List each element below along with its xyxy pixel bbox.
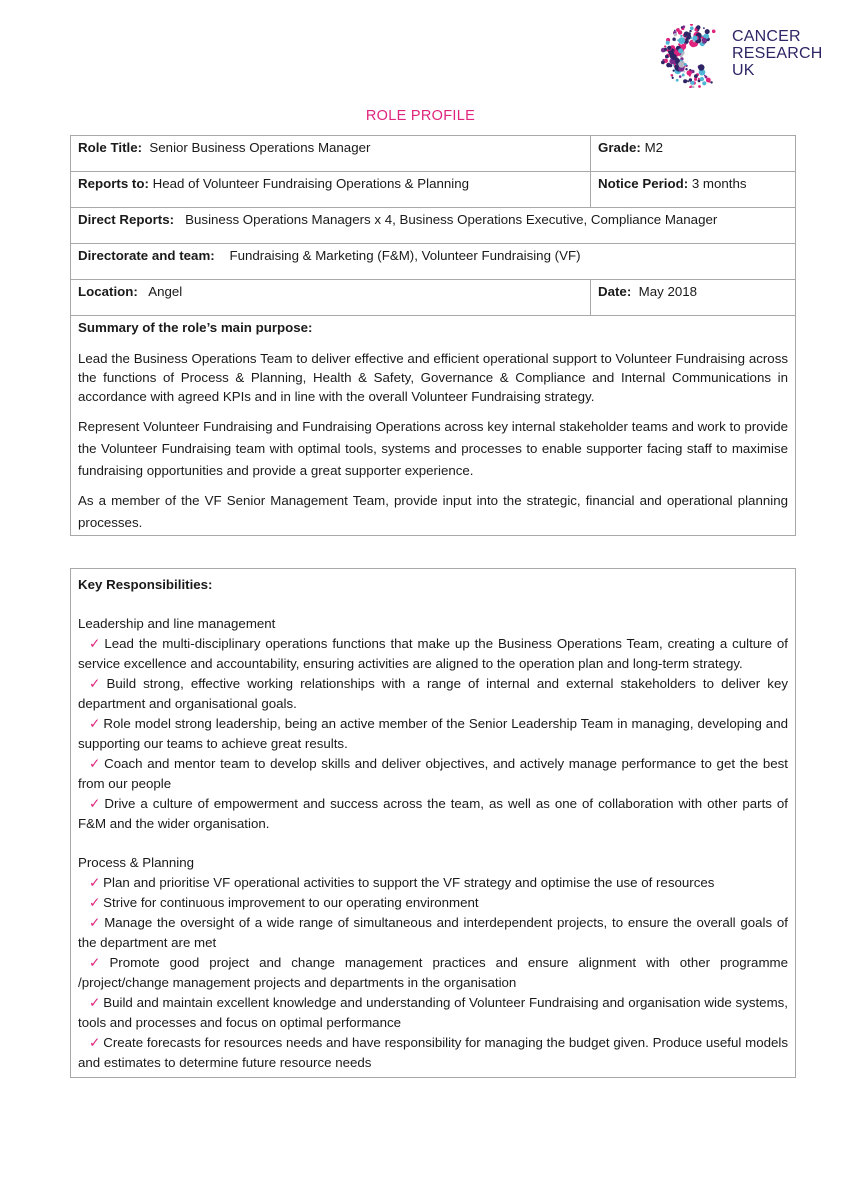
location-cell (71, 280, 591, 316)
location-value: Angel (148, 284, 183, 299)
item-text: Drive a culture of empowerment and success across the team, as well as one of collaboration with other parts of F&M and the wider organisation. (78, 796, 788, 831)
reports-to-label: Reports to: (78, 176, 149, 191)
logo-dot (676, 79, 679, 82)
section-leadership (78, 614, 788, 834)
logo-dot (702, 81, 706, 85)
logo-dot (677, 39, 679, 41)
check-icon: ✓ (89, 636, 102, 651)
logo-dot (666, 63, 671, 68)
list-item (78, 634, 788, 674)
logo-dot (690, 24, 693, 26)
logo-dot (700, 77, 704, 81)
logo-dot (687, 70, 692, 75)
logo-dot (689, 30, 691, 32)
list-item (78, 953, 788, 993)
list-item (78, 993, 788, 1033)
logo-dot (662, 59, 664, 61)
location-label: Location: (78, 284, 138, 299)
logo-line-2: RESEARCH (732, 45, 823, 62)
row-reports-to (71, 172, 796, 208)
logo-dot (710, 81, 712, 83)
reports-to-cell (71, 172, 591, 208)
section-title: Leadership and line management (78, 616, 276, 631)
direct-reports-label: Direct Reports: (78, 212, 175, 227)
logo-dot (696, 25, 700, 29)
role-title-label: Role Title: (78, 140, 143, 155)
logo-line-3: UK (732, 62, 755, 79)
directorate-cell (71, 244, 796, 280)
item-text: Strive for continuous improvement to our operating environment (103, 895, 479, 910)
logo-dot (705, 76, 708, 79)
logo-dot (684, 43, 686, 45)
role-title-cell (71, 136, 591, 172)
item-text: Coach and mentor team to develop skills and deliver objectives, and actively manage performance to get the best from our people (78, 756, 788, 791)
item-text: Plan and prioritise VF operational activities to support the VF strategy and optimise the use of resources (103, 875, 715, 890)
summary-paragraph: Represent Volunteer Fundraising and Fundraising Operations across key internal stakeholder teams and work to provide the Volunteer Fundraising team with optimal tools, systems and processes to enable supporter facing staff to maximise fundraising opportunities and provide a great supporter experience. (78, 419, 788, 478)
logo-dot (703, 27, 705, 29)
item-text: Build and maintain excellent knowledge and understanding of Volunteer Fundraising and organisation wide systems, tools and processes and focus on optimal performance (78, 995, 788, 1030)
direct-reports-cell (71, 208, 796, 244)
summary-label: Summary of the role’s main purpose: (78, 320, 313, 335)
logo-dot (690, 37, 692, 39)
logo-dot (684, 35, 686, 37)
item-text: Create forecasts for resources needs and have responsibility for managing the budget given. Produce useful models and estimates to determine future resource needs (78, 1035, 788, 1070)
logo-dot (705, 29, 710, 34)
role-title-value: Senior Business Operations Manager (149, 140, 371, 155)
logo-dot (682, 25, 685, 28)
list-item (78, 754, 788, 794)
logo-dot (671, 74, 673, 76)
check-icon: ✓ (89, 915, 102, 930)
logo-dot (672, 77, 674, 79)
logo-dot (680, 35, 682, 37)
logo-dot (702, 38, 707, 43)
logo-dot (679, 75, 682, 78)
check-icon: ✓ (89, 955, 107, 970)
logo-dot (708, 80, 710, 82)
key-responsibilities-box (70, 568, 796, 1078)
row-direct-reports (71, 208, 796, 244)
row-directorate (71, 244, 796, 280)
list-item (78, 794, 788, 834)
role-profile-table (70, 135, 796, 536)
row-role-title (71, 136, 796, 172)
logo-dot (667, 46, 671, 50)
check-icon: ✓ (89, 716, 101, 731)
direct-reports-value: Business Operations Managers x 4, Business Operations Executive, Compliance Manager (185, 212, 718, 227)
directorate-value: Fundraising & Marketing (F&M), Volunteer Fundraising (VF) (229, 248, 581, 263)
directorate-label: Directorate and team: (78, 248, 215, 263)
list-item (78, 1033, 788, 1073)
check-icon: ✓ (89, 875, 101, 890)
document-title: ROLE PROFILE (365, 108, 476, 124)
logo-dot (694, 74, 698, 78)
item-text: Lead the multi-disciplinary operations functions that make up the Business Operations Team, creating a culture of service excellence and accountability, ensuring activities are aligned to the operation plan and long-term strategy. (78, 636, 788, 671)
logo-line-1: CANCER (732, 28, 801, 45)
logo-dot (683, 79, 687, 83)
grade-label: Grade: (598, 140, 641, 155)
grade-cell (591, 136, 796, 172)
logo-dot (676, 28, 680, 32)
logo-dot (678, 48, 683, 53)
check-icon: ✓ (89, 796, 102, 811)
logo-dot (698, 64, 704, 70)
logo-dots-icon (654, 24, 728, 88)
summary-cell (71, 316, 796, 536)
row-location (71, 280, 796, 316)
logo-wordmark (732, 28, 823, 79)
item-text: Manage the oversight of a wide range of simultaneous and interdependent projects, to ensure the overall goals of the department are met (78, 915, 788, 950)
list-item (78, 674, 788, 714)
logo-dot (666, 41, 670, 45)
logo-dot (674, 33, 677, 36)
logo-dot (698, 78, 700, 80)
logo-dot (691, 81, 695, 85)
check-icon: ✓ (89, 676, 104, 691)
key-responsibilities-heading: Key Responsibilities: (78, 577, 213, 592)
logo-dot (664, 48, 667, 51)
list-item (78, 893, 788, 913)
date-cell (591, 280, 796, 316)
responsibility-list (78, 634, 788, 834)
section-process-planning (78, 853, 788, 1073)
logo-dot (698, 80, 701, 83)
logo-dot (671, 54, 677, 60)
summary-paragraph: Lead the Business Operations Team to deliver effective and efficient operational support to Volunteer Fundraising across the functions of Process & Planning, Health & Safety, Governance & Compliance and Internal Communications in accordance with agreed KPIs and in line with the overall Volunteer Fundraising strategy. (78, 351, 788, 404)
row-summary (71, 316, 796, 536)
reports-to-value: Head of Volunteer Fundraising Operations & Planning (152, 176, 469, 191)
logo-dot (672, 38, 675, 41)
logo-dot (694, 78, 697, 81)
logo-dot (687, 80, 689, 82)
logo-dot (685, 68, 687, 70)
logo-dot (698, 85, 701, 88)
item-text: Role model strong leadership, being an active member of the Senior Leadership Team in managing, developing and supporting our teams to achieve great results. (78, 716, 788, 751)
item-text: Promote good project and change management practices and ensure alignment with other programme /project/change management projects and departments in the organisation (78, 955, 788, 990)
grade-value: M2 (644, 140, 664, 155)
list-item (78, 714, 788, 754)
responsibility-list (78, 873, 788, 1073)
logo-dot (712, 30, 716, 34)
logo-dot (673, 70, 675, 72)
logo-dot (690, 26, 694, 30)
list-item (78, 873, 788, 893)
cancer-research-uk-logo (654, 24, 824, 88)
date-value: May 2018 (638, 284, 698, 299)
notice-period-value: 3 months (691, 176, 747, 191)
notice-period-label: Notice Period: (598, 176, 689, 191)
check-icon: ✓ (89, 895, 101, 910)
logo-dot (683, 71, 685, 73)
check-icon: ✓ (89, 995, 101, 1010)
logo-dot (684, 63, 687, 66)
summary-paragraph: As a member of the VF Senior Management Team, provide input into the strategic, financial and operational planning processes. (78, 493, 788, 530)
check-icon: ✓ (89, 1035, 101, 1050)
list-item (78, 913, 788, 953)
logo-dot (665, 55, 669, 59)
logo-dot (674, 30, 676, 32)
logo-dot (661, 61, 665, 65)
logo-dot (682, 74, 685, 77)
item-text: Build strong, effective working relationships with a range of internal and external stakeholders to deliver key department and organisational goals. (78, 676, 788, 711)
notice-period-cell (591, 172, 796, 208)
logo-dot (678, 37, 685, 44)
section-title: Process & Planning (78, 855, 195, 870)
logo-dot (692, 36, 697, 41)
check-icon: ✓ (89, 756, 102, 771)
logo-dot (664, 45, 666, 47)
date-label: Date: (598, 284, 632, 299)
